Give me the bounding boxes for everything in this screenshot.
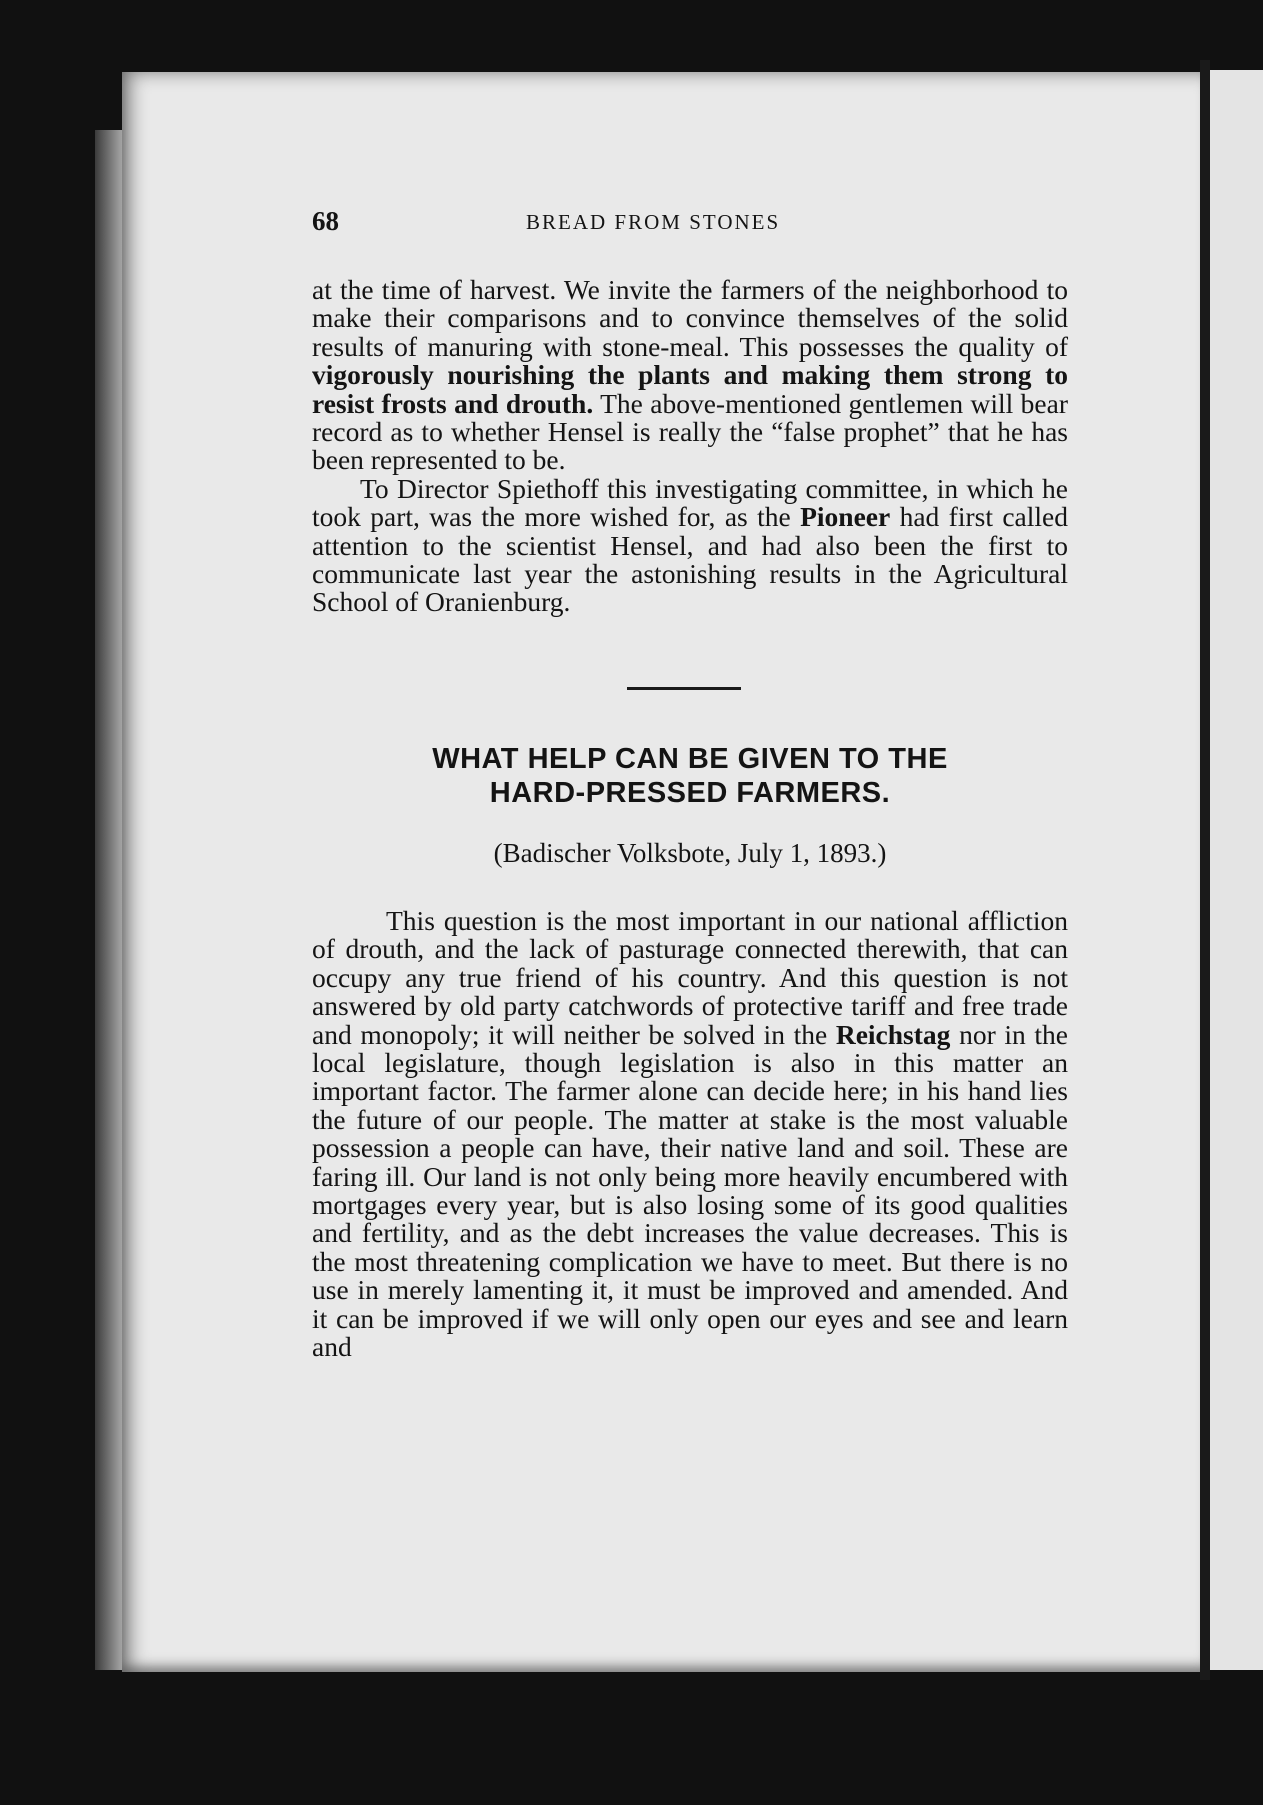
paragraph-1 (312, 276, 1068, 475)
paragraph-3-bold: Reichstag (835, 1018, 951, 1050)
section-heading-line-2: HARD-PRESSED FARMERS. (489, 776, 891, 809)
running-title: BREAD FROM STONES (526, 210, 781, 234)
page-number: 68 (312, 206, 339, 236)
paragraph-1-bold: vigorously nourishing the plants and making them strong to resist frosts and drouth. (312, 359, 1068, 419)
paragraph-2-text-b: had first called attention to the scientist Hensel, and had also been the first to communicate last year the astonishing results in the Agricultural School of Oranienburg. (312, 501, 1069, 618)
paragraph-3-text-a: This question is the most important in our national affliction of drouth, and the lack of pasturage connected therewith, that can occupy any true friend of his country. And this question is not answered by old party catchwords of protective tariff and free trade and monopoly; it will neither be solved in the (312, 904, 1068, 1050)
paragraph-1-text-b: The above-mentioned gentlemen will bear record as to whether Hensel is really the “false prophet” that he has been represented to be. (312, 387, 1068, 476)
running-head (312, 206, 1068, 240)
page-content (312, 206, 1068, 1361)
section-source: (Badischer Volksbote, July 1, 1893.) (493, 837, 887, 868)
book-gutter (1200, 60, 1210, 1680)
paragraph-3 (312, 904, 1068, 1362)
paragraph-2-text-a: To Director Spiethoff this investigating committee, in which he took part, was the more wished for, as the (312, 472, 1068, 533)
paragraph-2-bold: Pioneer (800, 501, 891, 533)
facing-page-edge (1210, 70, 1263, 1670)
paragraph-3-text-b: nor in the local legislature, though legislation is also in this matter an important factor. The farmer alone can decide here; in his hand lies the future of our people. The matter at stake is the most valuable possession a people can have, their native land and soil. These are faring ill. Our land is not only being more heavily encumbered with mortgages every year, but is also losing some of its good qualities and fertility, and as the debt increases the value decreases. This is the most threatening complication we have to meet. But there is no use in merely lamenting it, it must be improved and amended. And it can be improved if we will only open our eyes and see and learn and (312, 1018, 1068, 1362)
section-divider (627, 687, 741, 690)
section-heading-line-1: WHAT HELP CAN BE GIVEN TO THE (432, 742, 948, 775)
paragraph-2 (312, 472, 1069, 618)
section-heading (312, 742, 1068, 810)
paragraph-1-text-a: at the time of harvest. We invite the farmers of the neighborhood to make their comparisons and to convince themselves of the solid results of manuring with stone-meal. This possesses the quality of (312, 274, 1068, 362)
